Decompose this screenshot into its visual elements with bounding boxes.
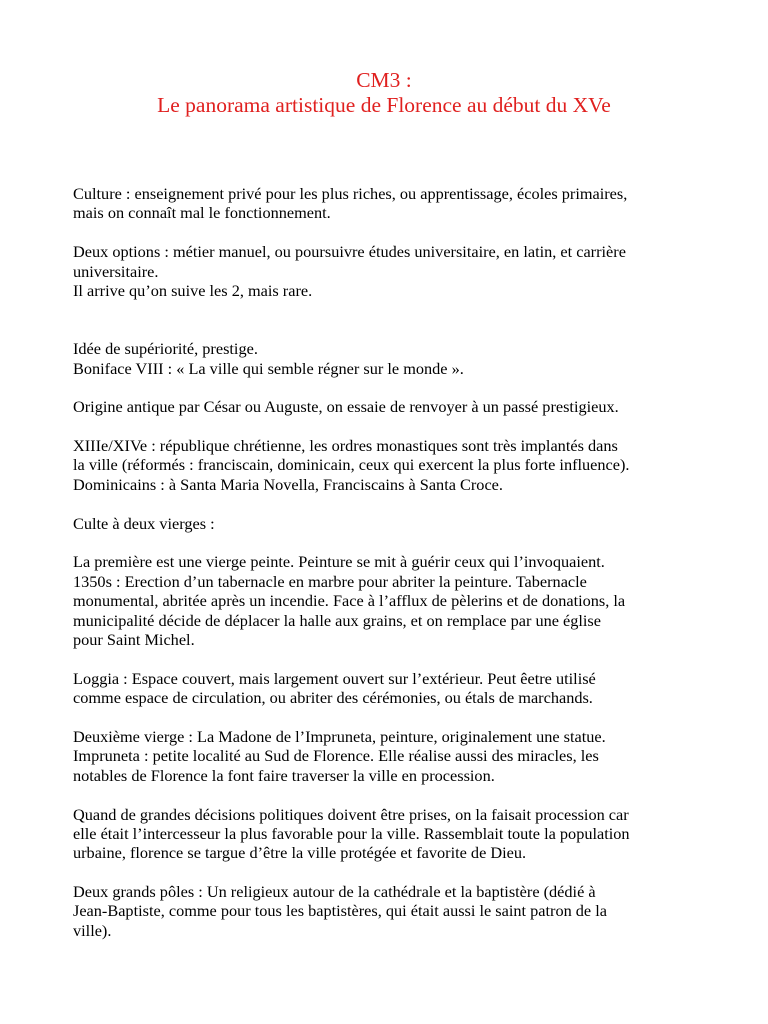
paragraph-line: Origine antique par César ou Auguste, on essaie de renvoyer à un passé prestigieux.	[73, 397, 619, 417]
paragraph-line: Dominicains : à Santa Maria Novella, Franciscains à Santa Croce.	[73, 474, 503, 494]
document-body	[73, 184, 713, 940]
paragraph-line: Deux grands pôles : Un religieux autour de la cathédrale et la baptistère (dédié à	[73, 882, 596, 902]
paragraph-line: Jean-Baptiste, comme pour tous les baptistères, qui était aussi le saint patron de la	[73, 901, 607, 921]
paragraph-line: Idée de supériorité, prestige.	[73, 339, 258, 359]
paragraph-line: mais on connaît mal le fonctionnement.	[73, 203, 331, 223]
paragraph-line: ville).	[73, 920, 112, 940]
paragraph-line: municipalité décide de déplacer la halle aux grains, et on remplace par une église	[73, 610, 601, 630]
paragraph-line: Deux options : métier manuel, ou poursuivre études universitaire, en latin, et carrière	[73, 242, 626, 262]
paragraph-line: elle était l’intercesseur la plus favorable pour la ville. Rassemblait toute la population	[73, 823, 630, 843]
paragraph-line: XIIIe/XIVe : république chrétienne, les ordres monastiques sont très implantés dans	[73, 436, 618, 456]
paragraph-line: Impruneta : petite localité au Sud de Florence. Elle réalise aussi des miracles, les	[73, 746, 599, 766]
paragraph-line: Culture : enseignement privé pour les plus riches, ou apprentissage, écoles primaires,	[73, 184, 628, 203]
paragraph-line: urbaine, florence se targue d’être la ville protégée et favorite de Dieu.	[73, 843, 527, 863]
title-line-1: CM3 :	[356, 68, 412, 92]
paragraph-line: Quand de grandes décisions politiques doivent être prises, on la faisait procession car	[73, 804, 629, 824]
paragraph-line: Il arrive qu’on suive les 2, mais rare.	[73, 280, 313, 300]
paragraph-line: La première est une vierge peinte. Peinture se mit à guérir ceux qui l’invoquaient.	[73, 552, 605, 572]
paragraph-line: universitaire.	[73, 261, 159, 281]
paragraph-line: notables de Florence la font faire traverser la ville en procession.	[73, 765, 495, 785]
paragraph-line: comme espace de circulation, ou abriter des cérémonies, ou étals de marchands.	[73, 688, 593, 708]
paragraph-line: Deuxième vierge : La Madone de l’Impruneta, peinture, originalement une statue.	[73, 726, 606, 746]
document-title	[0, 68, 768, 118]
paragraph-line: Culte à deux vierges :	[73, 513, 215, 533]
paragraph-line: Boniface VIII : « La ville qui semble régner sur le monde ».	[73, 358, 464, 378]
paragraph-line: 1350s : Erection d’un tabernacle en marbre pour abriter la peinture. Tabernacle	[73, 571, 587, 591]
paragraph-line: pour Saint Michel.	[73, 630, 195, 649]
title-line-2: Le panorama artistique de Florence au début du XVe	[157, 93, 611, 117]
paragraph-line: la ville (réformés : franciscain, dominicain, ceux qui exercent la plus forte influence).	[73, 455, 630, 475]
paragraph-line: Loggia : Espace couvert, mais largement ouvert sur l’extérieur. Peut êetre utilisé	[73, 668, 596, 688]
paragraph-line: monumental, abritée après un incendie. Face à l’afflux de pèlerins et de donations, la	[73, 591, 626, 611]
